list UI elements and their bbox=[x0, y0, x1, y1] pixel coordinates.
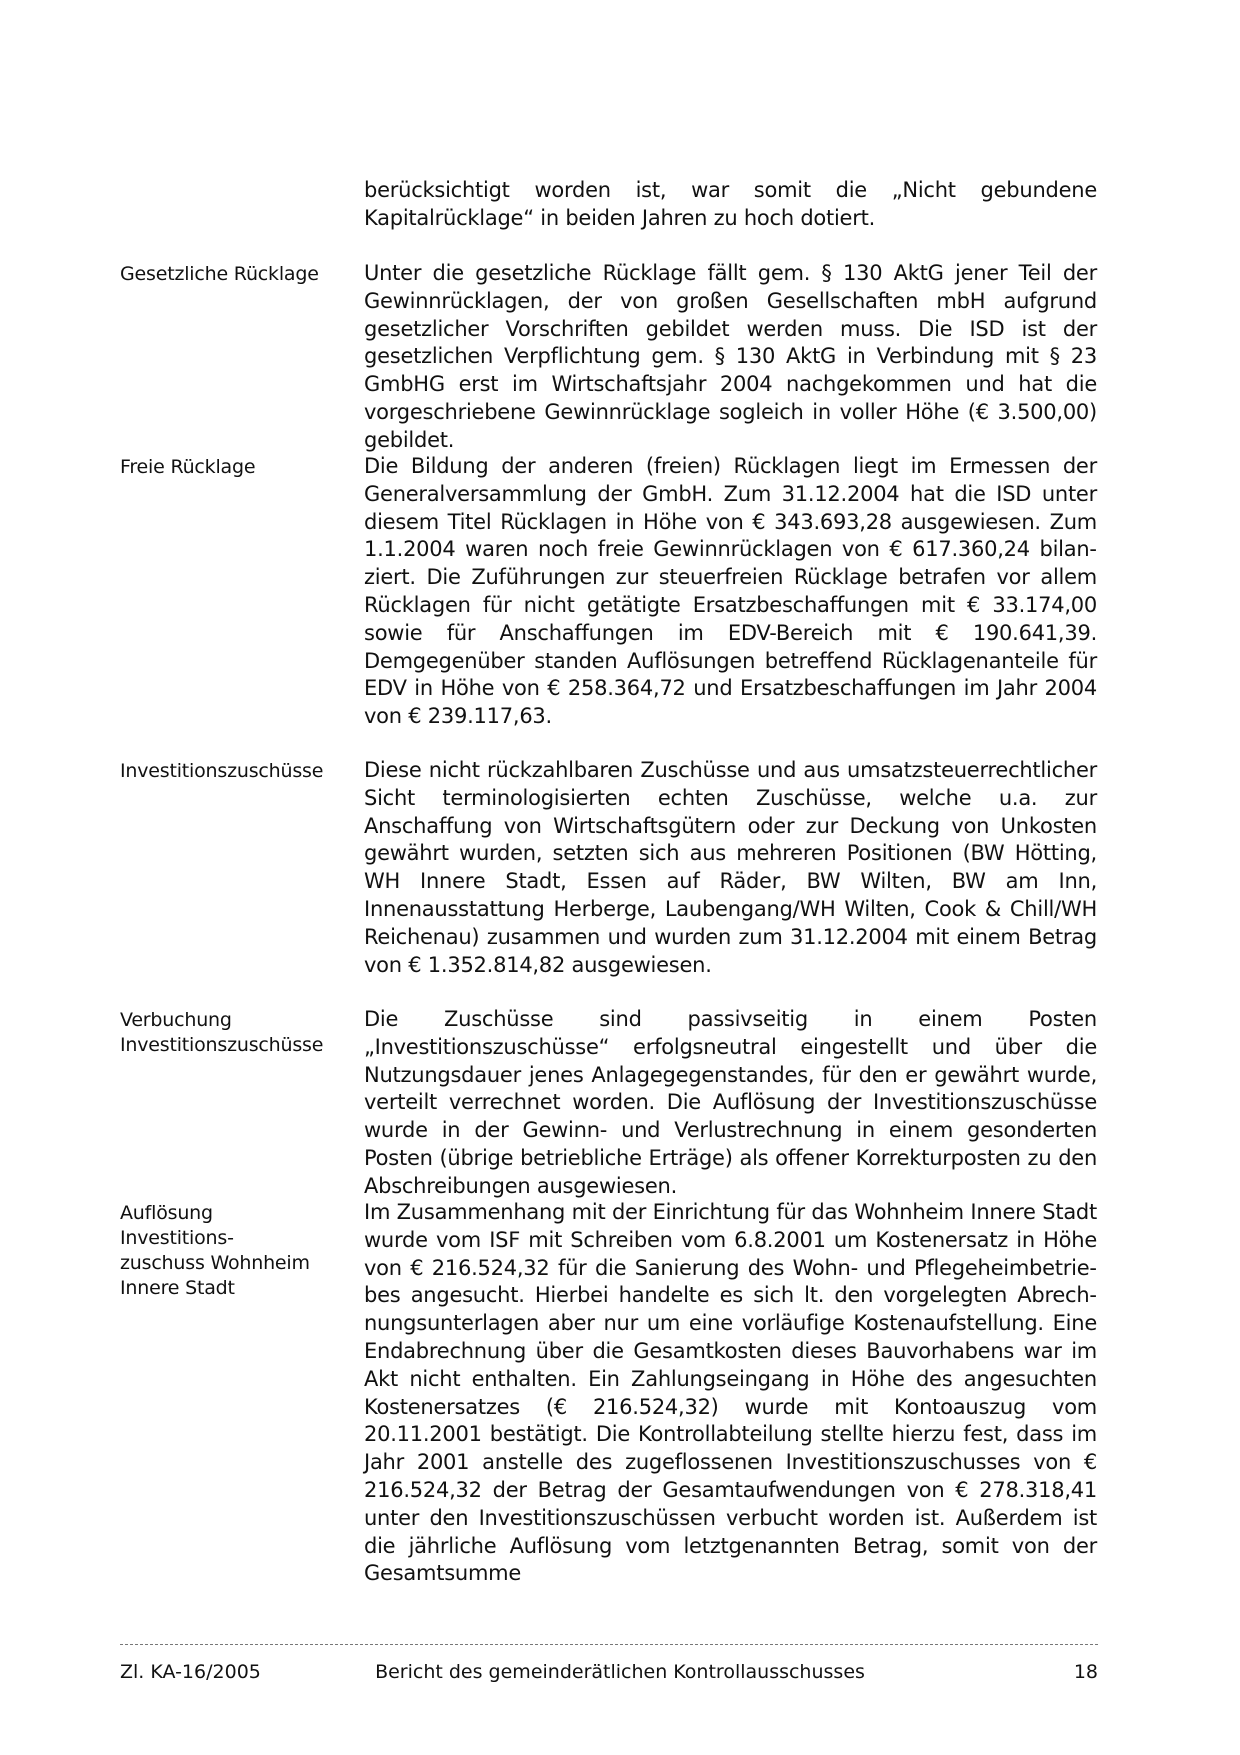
section-label: Verbuchung Investitionszuschüsse bbox=[120, 1009, 324, 1056]
section-label: Auflösung Investitions- zuschuss Wohnheim Innere Stadt bbox=[120, 1202, 310, 1299]
section-label: Freie Rücklage bbox=[120, 456, 256, 478]
section-label: Gesetzliche Rücklage bbox=[120, 263, 319, 285]
footer-title: Bericht des gemeinderätlichen Kontrollausschusses bbox=[375, 1661, 865, 1683]
section-paragraph: Die Zuschüsse sind passivseitig in einem Posten „Investitionszuschüsse“ erfolgsneutral eingestellt und über die Nutzungsdauer jenes Anlagegegenstandes, für den er gewährt wurde, verteilt verrechnet worden. Die Auflösung der Investitionszuschüsse wurde in der Gewinn- und Verlustrechnung in einem gesonderten Posten (übrige betriebliche Erträge) als offener Korrekturposten zu den Abschreibungen ausgewiesen. bbox=[364, 1007, 1097, 1198]
section-paragraph: Im Zusammenhang mit der Einrichtung für das Wohnheim Innere Stadt wurde vom ISF mit Schreiben vom 6.8.2001 um Kostenersatz in Höhe von € 216.524,32 für die Sanierung des Wohn- und Pflegeheimbetriebes angesucht. Hierbei handelte es sich lt. den vorgelegten Abrechnungsunterlagen aber nur um eine vorläufige Kostenaufstellung. Eine Endabrechnung über die Gesamtkosten dieses Bauvorhabens war im Akt nicht enthalten. Ein Zahlungseingang in Höhe des angesuchten Kostenersatzes (€ 216.524,32) wurde mit Kontoauszug vom 20.11.2001 bestätigt. Die Kontrollabteilung stellte hierzu fest, dass im Jahr 2001 anstelle des zugeflossenen Investitionszuschusses von € 216.524,32 der Betrag der Gesamtaufwendungen von € 278.318,41 unter den Investitionszuschüssen verbucht worden ist. Außerdem ist die jährliche Auflösung vom letztgenannten Betrag, somit von der Gesamtsumme bbox=[364, 1200, 1097, 1586]
section-paragraph: Die Bildung der anderen (freien) Rücklagen liegt im Ermessen der Generalversammlung der GmbH. Zum 31.12.2004 hat die ISD unter diesem Titel Rücklagen in Höhe von € 343.693,28 ausgewiesen. Zum 1.1.2004 waren noch freie Gewinnrücklagen von € 617.360,24 bilanziert. Die Zuführungen zur steuerfreien Rücklage betrafen vor allem Rücklagen für nicht getätigte Ersatzbeschaffungen mit € 33.174,00 sowie für Anschaffungen im EDV-Bereich mit € 190.641,39. Demgegenüber standen Auflösungen betreffend Rücklagenanteile für EDV in Höhe von € 258.364,72 und Ersatzbeschaffungen im Jahr 2004 von € 239.117,63. bbox=[364, 454, 1097, 729]
page-number: 18 bbox=[1073, 1661, 1098, 1683]
section-paragraph: Unter die gesetzliche Rücklage fällt gem. § 130 AktG jener Teil der Gewinnrücklagen, der von großen Gesellschaften mbH aufgrund gesetzlicher Vorschriften gebildet werden muss. Die ISD ist der gesetzlichen Verpflichtung gem. § 130 AktG in Verbindung mit § 23 GmbHG erst im Wirtschaftsjahr 2004 nachgekommen und hat die vorgeschriebene Gewinnrücklage sogleich in voller Höhe (€ 3.500,00) gebildet. bbox=[364, 261, 1097, 452]
footer-reference: Zl. KA-16/2005 bbox=[120, 1661, 261, 1683]
footer-divider bbox=[120, 1644, 1098, 1645]
section-paragraph: Diese nicht rückzahlbaren Zuschüsse und aus umsatzsteuerrechtlicher Sicht terminologisierten echten Zuschüsse, welche u.a. zur Anschaffung von Wirtschaftsgütern oder zur Deckung von Unkosten gewährt wurden, setzten sich aus mehreren Positionen (BW Hötting, WH Innere Stadt, Essen auf Räder, BW Wilten, BW am Inn, Innenausstattung Herberge, Laubengang/WH Wilten, Cook & Chill/WH Reichenau) zusammen und wurden zum 31.12.2004 mit einem Betrag von € 1.352.814,82 ausgewiesen. bbox=[364, 758, 1097, 977]
intro-paragraph: berücksichtigt worden ist, war somit die „Nicht gebundene Kapitalrücklage“ in beiden Jahren zu hoch dotiert. bbox=[364, 178, 1097, 230]
section-label: Investitionszuschüsse bbox=[120, 760, 324, 782]
